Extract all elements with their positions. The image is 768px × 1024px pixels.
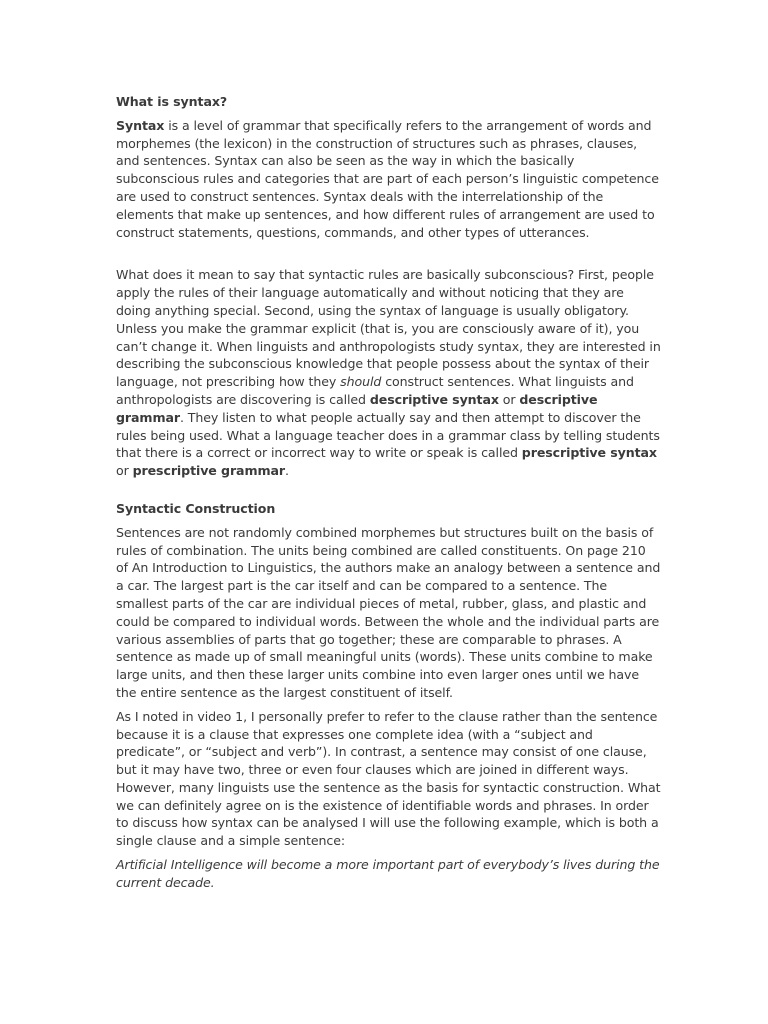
paragraph-clause-vs-sentence: As I noted in video 1, I personally prefer to refer to the clause rather than the sentence because it is a clause that expresses one complete idea (with a “subject and predicate”, or “subject and verb”). In contrast, a sentence may consist of one clause, but it may have two, three or even four clauses which are joined in different ways. However, many linguists use the sentence as the basis for syntactic construction. What we can definitely agree on is the existence of identifiable words and phrases. In order to discuss how syntax can be analysed I will use the following example, which is both a single clause and a simple sentence: [116,708,661,849]
term-descriptive-grammar: descriptive grammar [116,391,598,425]
p2-part3: . They listen to what people actually say and then attempt to discover the rules being used. What a language teacher does in a grammar class by telling students that there is a correct or incorrect way to write or speak is called [116,409,660,461]
heading-what-is-syntax: What is syntax? [116,94,228,109]
paragraph-subconscious-rules [116,266,661,480]
term-descriptive-syntax: descriptive syntax [369,391,499,407]
term-syntax: Syntax [116,117,165,133]
example-sentence-text: Artificial Intelligence will become a more important part of everybody’s lives during the current decade. [116,857,660,890]
example-sentence [116,856,661,892]
p2-or1: or [498,391,520,407]
p2-end: . [285,463,289,479]
p2-or2: or [116,463,133,479]
paragraph-constituents: Sentences are not randomly combined morphemes but structures built on the basis of rules of combination. The units being combined are called constituents. On page 210 of An Introduction to Linguistics, the authors make an analogy between a sentence and a car. The largest part is the car itself and can be compared to a sentence. The smallest parts of the car are individual pieces of metal, rubber, glass, and plastic and could be compared to individual words. Between the whole and the individual parts are various assemblies of parts that go together; these are comparable to phrases. A sentence as made up of small meaningful units (words). These units combine to make large units, and then these larger units combine into even larger ones until we have the entire sentence as the largest constituent of itself. [116,524,661,700]
paragraph-syntax-definition [116,117,661,242]
p2-part1: What does it mean to say that syntactic rules are basically subconscious? First, people apply the rules of their language automatically and without noticing that they are doing anything special. Second, using the syntax of language is usually obligatory. Unless you make the grammar explicit (that is, you are consciously aware of it), you can’t change it. When linguists and anthropologists study syntax, they are interested in describing the subconscious knowledge that people possess about the syntax of their language, not prescribing how they [116,267,661,390]
paragraph-syntax-definition-text: is a level of grammar that specifically refers to the arrangement of words and morphemes (the lexicon) in the construction of structures such as phrases, clauses, and sentences. Syntax can also be seen as the way in which the basically subconscious rules and categories that are part of each person’s linguistic competence are used to construct sentences. Syntax deals with the interrelationship of the elements that make up sentences, and how different rules of arrangement are used to construct statements, questions, commands, and other types of utterances. [116,117,659,240]
heading-syntactic-construction: Syntactic Construction [116,500,276,516]
emphasis-should: should [340,374,382,390]
term-prescriptive-grammar: prescriptive grammar [132,463,286,479]
term-prescriptive-syntax: prescriptive syntax [521,445,657,461]
document-body [116,93,661,892]
p2-part2: construct sentences. What linguists and anthropologists are discovering is called [116,374,634,407]
